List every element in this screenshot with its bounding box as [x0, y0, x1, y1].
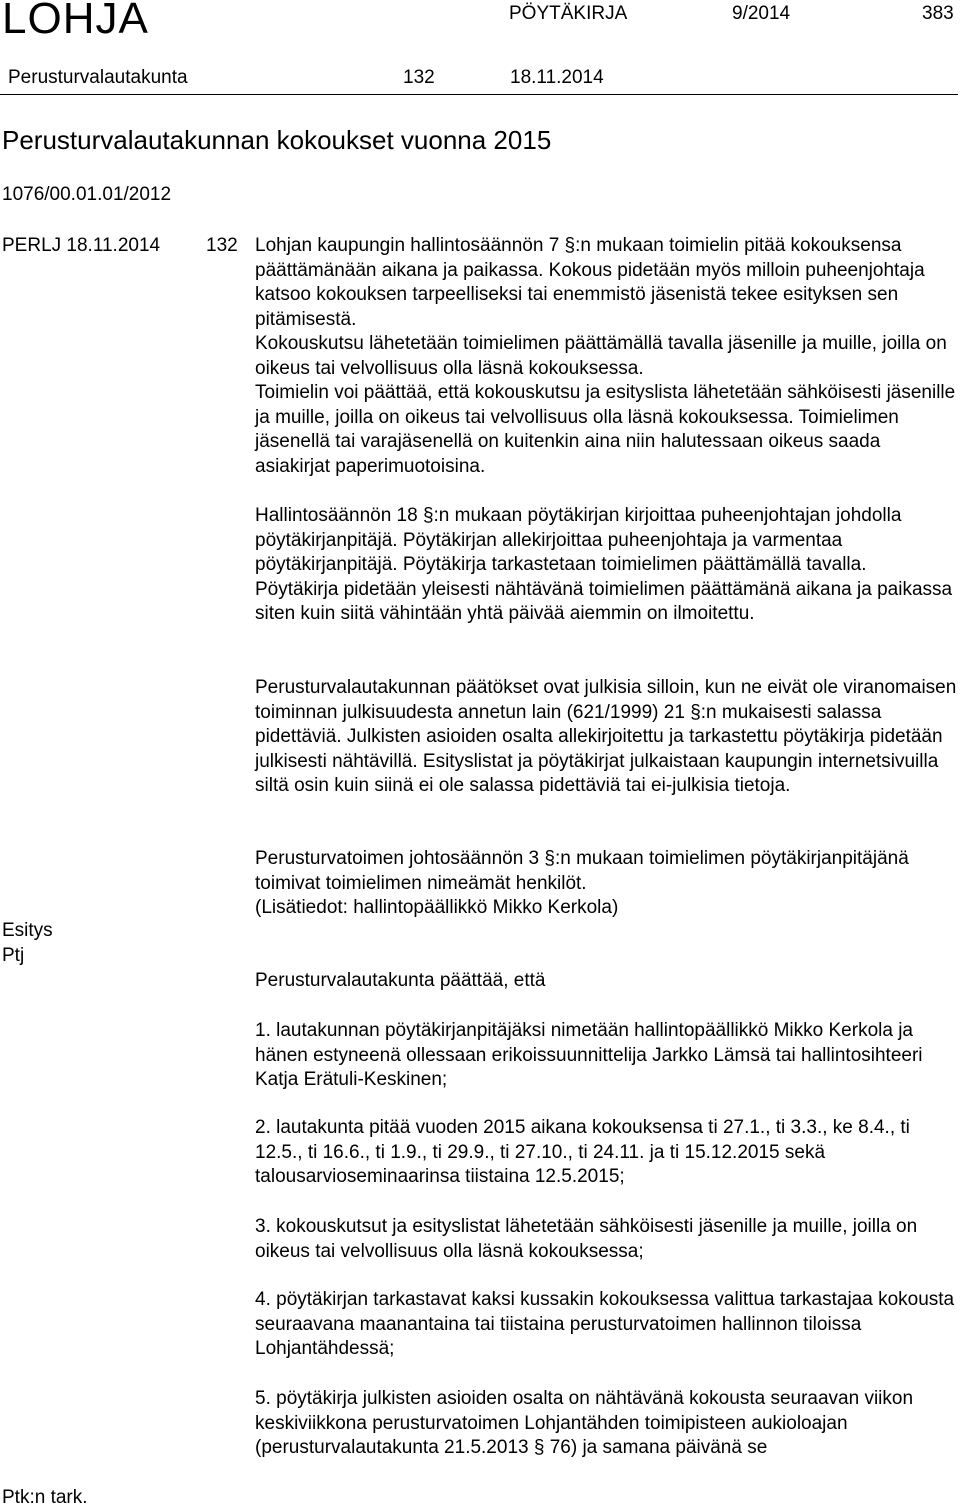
section-body-4: [255, 847, 960, 921]
reference-body: PERLJ 18.11.2014: [2, 235, 161, 256]
paragraph: Perusturvalautakunta päättää, että: [255, 970, 546, 991]
list-item: 2. lautakunta pitää vuoden 2015 aikana kokouksensa ti 27.1., ti 3.3., ke 8.4., ti 12.5., ti 16.6., ti 1.9., ti 29.9., ti 27.10., ti 24.11. ja ti 15.12.2015 sekä talousarvioseminaarinsa tiistaina 12.5.2015;: [255, 1117, 910, 1187]
section-number: 132: [403, 67, 435, 88]
header-divider: [0, 94, 958, 95]
list-item: 1. lautakunnan pöytäkirjanpitäjäksi nimetään hallintopäällikkö Mikko Kerkola ja hänen estyneenä ollessaan erikoissuunnittelija Jarkko Lämsä tai hallintosihteeri Katja Erätuli-Keskinen;: [255, 1020, 923, 1090]
sidebar-ptkn-tark: Ptk:n tark.: [2, 1487, 88, 1508]
decision-item-2: [255, 1116, 960, 1190]
section-body-3: [255, 676, 960, 799]
paragraph: Kokouskutsu lähetetään toimielimen päättämällä tavalla jäsenille ja muille, joilla on oikeus tai velvollisuus olla läsnä kokouksessa.: [255, 333, 947, 379]
city-logo: LOHJA: [2, 0, 149, 43]
sidebar-ptj: Ptj: [2, 945, 25, 966]
decision-item-5: [255, 1387, 960, 1461]
paragraph: Perusturvalautakunnan päätökset ovat julkisia silloin, kun ne eivät ole viranomaisen toiminnan julkisuudesta annetun lain (621/1999) 21 §:n mukaisesti salassa pidettäviä. Julkisten asioiden osalta allekirjoitettu ja tarkastettu pöytäkirja pidetään julkisesti nähtävillä. Esityslistat ja pöytäkirjat julkaistaan kaupungin internetsivuilla siltä osin kuin siinä ei ole salassa pidettäviä tai ei-julkisia tietoja.: [255, 677, 957, 796]
reference-section: 132: [206, 235, 238, 256]
paragraph: Perusturvatoimen johtosäännön 3 §:n mukaan toimielimen pöytäkirjanpitäjänä toimivat toimielimen nimeämät henkilöt.: [255, 848, 909, 894]
document-type: PÖYTÄKIRJA: [509, 3, 628, 24]
decision-intro: [255, 969, 960, 994]
paragraph: Pöytäkirja pidetään yleisesti nähtävänä toimielimen päättämänä aikana ja paikassa siten kuin siitä vähintään yhtä päivää aiemmin on ilmoitettu.: [255, 578, 953, 624]
decision-item-1: [255, 1019, 960, 1093]
list-item: 5. pöytäkirja julkisten asioiden osalta on nähtävänä kokousta seuraavan viikon keskiviikkona perusturvatoimen Lohjantähden toimipisteen aukioloajan (perusturvalautakunta 21.5.2013 § 76) ja samana päivänä se: [255, 1388, 914, 1458]
paragraph: (Lisätiedot: hallintopäällikkö Mikko Kerkola): [255, 897, 619, 918]
page-title: Perusturvalautakunnan kokoukset vuonna 2015: [2, 125, 552, 155]
sidebar-esitys: Esitys: [2, 920, 53, 941]
section-body-2: [255, 504, 960, 627]
decision-item-4: [255, 1288, 960, 1362]
paragraph: Toimielin voi päättää, että kokouskutsu ja esityslista lähetetään sähköisesti jäsenille ja muille, joilla on oikeus tai velvollisuus olla läsnä kokouksessa. Toimielimen jäsenellä tai varajäsenellä on kuitenkin aina niin halutessaan oikeus saada asiakirjat paperimuotoisina.: [255, 382, 956, 477]
paragraph: Lohjan kaupungin hallintosäännön 7 §:n mukaan toimielin pitää kokouksensa päättämänään aikana ja paikassa. Kokous pidetään myös milloin puheenjohtaja katsoo kokouksen tarpeelliseksi tai enemmistö jäsenistä tekee esityksen sen pitämisestä.: [255, 235, 925, 330]
meeting-date: 18.11.2014: [510, 67, 604, 88]
committee-name: Perusturvalautakunta: [8, 67, 188, 88]
list-item: 4. pöytäkirjan tarkastavat kaksi kussakin kokouksessa valittua tarkastajaa kokousta seuraavana maanantaina tai tiistaina perusturvatoimen hallinnon tiloissa Lohjantähdessä;: [255, 1289, 955, 1359]
decision-item-3: [255, 1215, 960, 1264]
issue-number: 9/2014: [732, 3, 791, 24]
section-body-1: [255, 234, 960, 479]
page-number: 383: [922, 3, 954, 24]
case-number: 1076/00.01.01/2012: [2, 184, 172, 205]
list-item: 3. kokouskutsut ja esityslistat lähetetään sähköisesti jäsenille ja muille, joilla on oikeus tai velvollisuus olla läsnä kokouksessa;: [255, 1216, 918, 1262]
paragraph: Hallintosäännön 18 §:n mukaan pöytäkirjan kirjoittaa puheenjohtajan johdolla pöytäkirjanpitäjä. Pöytäkirjan allekirjoittaa puheenjohtaja ja varmentaa pöytäkirjanpitäjä. Pöytäkirja tarkastetaan toimielimen päättämällä tavalla.: [255, 505, 902, 575]
